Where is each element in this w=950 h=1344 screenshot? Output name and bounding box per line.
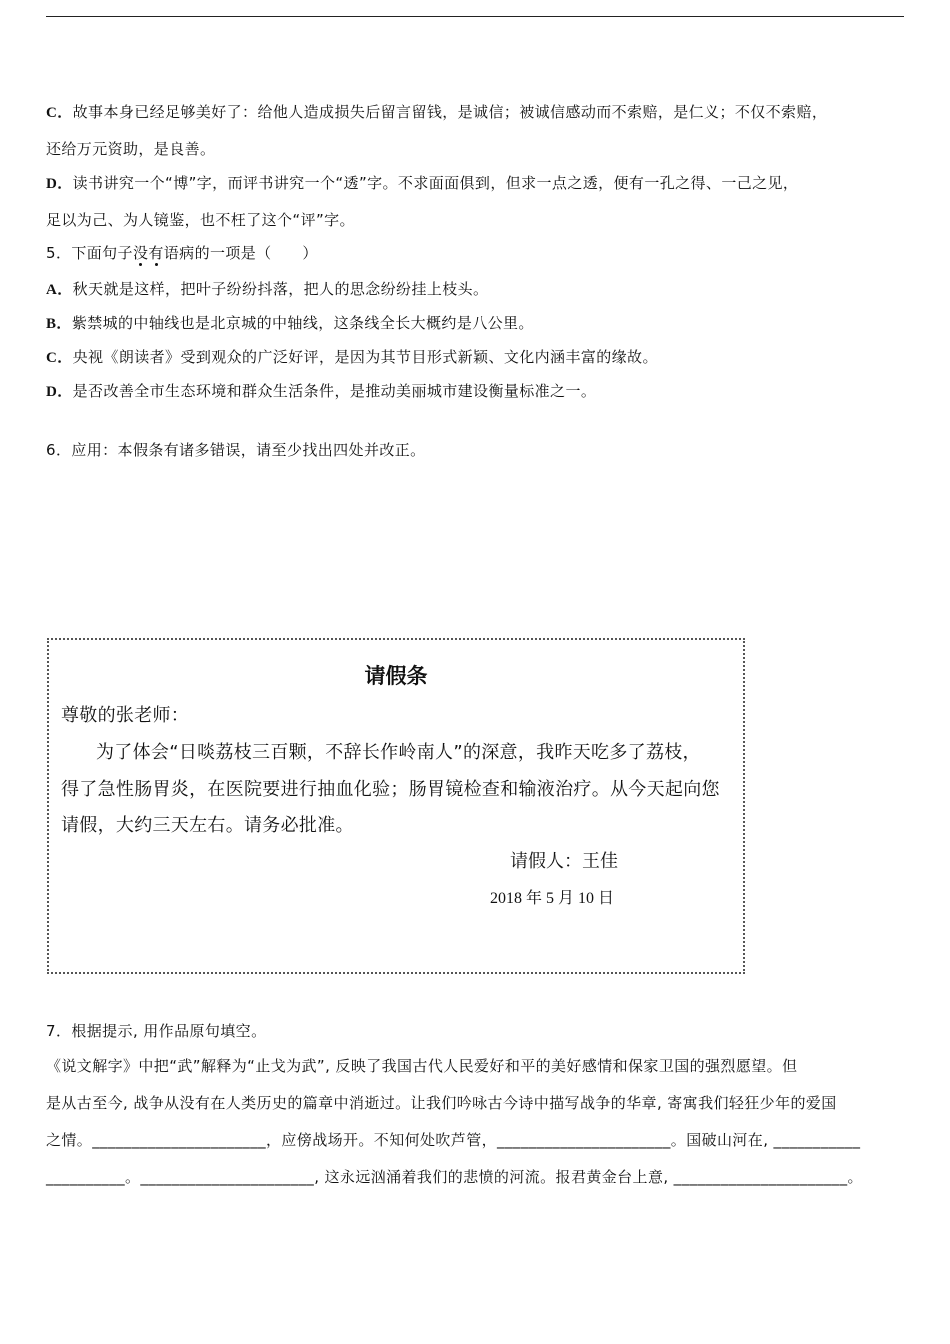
q7-stem: 7．根据提示, 用作品原句填空。 [46, 1022, 267, 1040]
q5-option-d: D．是否改善全市生态环境和群众生活条件，是推动美丽城市建设衡量标准之一。 [46, 382, 597, 400]
q4-option-c-line2: 还给万元资助，是良善。 [46, 140, 216, 158]
leave-note-body-line3: 请假，大约三天左右。请务必批准。 [61, 815, 354, 836]
q7-line1: 《说文解字》中把“武”解释为“止戈为武”, 反映了我国古代人民爱好和平的美好感情和保家卫国的强烈愿望。但 [46, 1057, 798, 1075]
leave-note-body-line1: 为了体会“日啖荔枝三百颗，不辞长作岭南人”的深意，我昨天吃多了荔枝， [96, 742, 701, 763]
q4-option-d-line1: D．读书讲究一个“博”字，而评书讲究一个“透”字。不求面面俱到，但求一点之透，便有一孔之得、一己之见， [46, 174, 799, 192]
q4-option-c-line1: C．故事本身已经足够美好了：给他人造成损失后留言留钱，是诚信；被诚信感动而不索赔，是仁义；不仅不索赔， [46, 103, 828, 121]
leave-note-box [47, 638, 745, 974]
q5-option-b: B．紫禁城的中轴线也是北京城的中轴线，这条线全长大概约是八公里。 [46, 314, 534, 332]
leave-note-date: 2018 年 5 月 10 日 [490, 890, 615, 907]
q4-option-d-line2: 足以为己、为人镜鉴，也不枉了这个“评”字。 [46, 211, 355, 229]
leave-note-title: 请假条 [364, 664, 428, 688]
leave-note-salutation: 尊敬的张老师： [61, 705, 190, 726]
q5-option-c: C．央视《朗读者》受到观众的广泛好评，是因为其节目形式新颖、文化内涵丰富的缘故。 [46, 348, 658, 366]
q7-line2: 是从古至今, 战争从没有在人类历史的篇章中消逝过。让我们吟咏古今诗中描写战争的华章, 寄寓我们轻狂少年的爱国 [46, 1094, 837, 1112]
leave-note-signature: 请假人：王佳 [510, 851, 618, 872]
header-rule [46, 16, 904, 17]
q7-line3: 之情。______________________，应傍战场开。不知何处吹芦管，______________________。国破山河在, ___________ [46, 1131, 861, 1149]
q5-option-a: A．秋天就是这样，把叶子纷纷抖落，把人的思念纷纷挂上枝头。 [46, 280, 489, 298]
q6-stem: 6．应用：本假条有诸多错误，请至少找出四处并改正。 [46, 441, 426, 459]
leave-note-body-line2: 得了急性肠胃炎，在医院要进行抽血化验；肠胃镜检查和输液治疗。从今天起向您 [61, 779, 720, 800]
q5-stem: 5．下面句子没有语病的一项是（ ） [46, 244, 318, 262]
q7-line4: __________。______________________, 这永远汹涌着我们的悲愤的河流。报君黄金台上意, ______________________。 [46, 1168, 863, 1186]
